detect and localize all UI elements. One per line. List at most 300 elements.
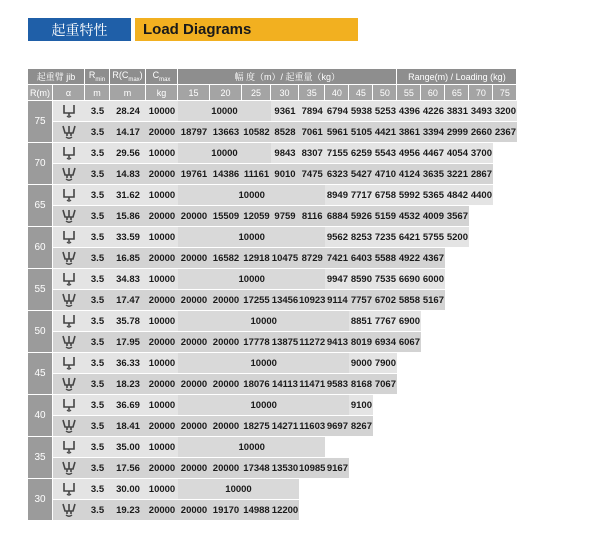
load-value-cell: 8253: [349, 227, 373, 248]
cmax-cell: 20000: [146, 290, 178, 311]
load-value-cell: 15509: [210, 206, 242, 227]
rc-cell: 18.41: [110, 416, 146, 437]
empty-cell: [421, 458, 445, 479]
rmin-cell: 3.5: [85, 248, 110, 269]
cmax-cell: 10000: [146, 101, 178, 122]
load-value-cell: 7421: [325, 248, 349, 269]
load-value-cell: 13530: [271, 458, 299, 479]
load-value-cell: 3635: [421, 164, 445, 185]
empty-cell: [493, 290, 517, 311]
cmax-header: $C_{max}$: [146, 69, 178, 85]
cmax-cell: 10000: [146, 143, 178, 164]
load-value-cell: 4922: [397, 248, 421, 269]
load-value-cell: 4400: [469, 185, 493, 206]
cmax-cell: 10000: [146, 311, 178, 332]
load-value-cell: 18275: [242, 416, 271, 437]
load-value-cell: 7061: [299, 122, 325, 143]
load-value-cell: 11272: [299, 332, 325, 353]
load-value-cell: 7900: [373, 353, 397, 374]
load-value-cell: 9361: [271, 101, 299, 122]
table-row: [28, 290, 517, 311]
range-col-header: 40: [325, 85, 349, 101]
load-value-cell: 5755: [421, 227, 445, 248]
load-value-cell: 9583: [325, 374, 349, 395]
load-value-cell: 4532: [397, 206, 421, 227]
cmax-cell: 20000: [146, 248, 178, 269]
table-row: [28, 353, 517, 374]
rmin-cell: 3.5: [85, 437, 110, 458]
rmin-cell: 3.5: [85, 311, 110, 332]
header-title-cn: 起重特性: [28, 18, 131, 41]
load-value-cell: 12918: [242, 248, 271, 269]
empty-cell: [445, 395, 469, 416]
rc-cell: 31.62: [110, 185, 146, 206]
load-value-cell: 17778: [242, 332, 271, 353]
cmax-cell: 20000: [146, 332, 178, 353]
rc-cell: 28.24: [110, 101, 146, 122]
rc-cell: 17.47: [110, 290, 146, 311]
rc-cell: 35.00: [110, 437, 146, 458]
empty-cell: [469, 290, 493, 311]
load-value-cell: 20000: [178, 290, 210, 311]
table-row: [28, 332, 517, 353]
table-row: [28, 101, 517, 122]
load-value-cell: 6794: [325, 101, 349, 122]
double-trolley-icon: [53, 164, 85, 185]
load-value-cell: 7535: [373, 269, 397, 290]
load-value-cell: 3200: [493, 101, 517, 122]
load-value-cell: 5858: [397, 290, 421, 311]
empty-cell: [445, 437, 469, 458]
rmin-cell: 3.5: [85, 227, 110, 248]
jib-length-cell: 55: [28, 269, 53, 311]
rc-cell: 15.86: [110, 206, 146, 227]
range-col-header: 30: [271, 85, 299, 101]
load-value-cell: 11161: [242, 164, 271, 185]
table-row: [28, 458, 517, 479]
load-table-body: [28, 101, 517, 521]
load-span-cell: 10000: [178, 143, 271, 164]
load-value-cell: 13456: [271, 290, 299, 311]
rc-cell: 30.00: [110, 479, 146, 500]
load-value-cell: 20000: [178, 500, 210, 521]
load-value-cell: 6259: [349, 143, 373, 164]
load-value-cell: 8019: [349, 332, 373, 353]
cmax-cell: 10000: [146, 437, 178, 458]
rmin-cell: 3.5: [85, 185, 110, 206]
single-trolley-icon: [53, 101, 85, 122]
rmin-cell: 3.5: [85, 500, 110, 521]
rc-cell: 16.85: [110, 248, 146, 269]
load-value-cell: 6934: [373, 332, 397, 353]
load-value-cell: 11471: [299, 374, 325, 395]
table-row: [28, 143, 517, 164]
double-trolley-icon: [53, 332, 85, 353]
range-header-en: Range(m) / Loading (kg): [397, 69, 517, 85]
load-value-cell: 9167: [325, 458, 349, 479]
rmin-header: $R_{min}$: [85, 69, 110, 85]
load-value-cell: 6323: [325, 164, 349, 185]
rc-cell: 19.23: [110, 500, 146, 521]
load-value-cell: 20000: [178, 416, 210, 437]
table-row: [28, 122, 517, 143]
rmin-cell: 3.5: [85, 458, 110, 479]
empty-cell: [325, 500, 349, 521]
table-row: [28, 206, 517, 227]
empty-cell: [421, 332, 445, 353]
load-value-cell: 5365: [421, 185, 445, 206]
load-value-cell: 5167: [421, 290, 445, 311]
double-trolley-icon: [53, 290, 85, 311]
empty-cell: [493, 164, 517, 185]
jib-length-cell: 35: [28, 437, 53, 479]
rc-cell: 17.56: [110, 458, 146, 479]
load-diagram-table: [28, 69, 517, 521]
table-row: [28, 248, 517, 269]
empty-cell: [445, 332, 469, 353]
range-col-header: 20: [210, 85, 242, 101]
load-value-cell: 3831: [445, 101, 469, 122]
empty-cell: [373, 395, 397, 416]
table-row: [28, 311, 517, 332]
load-value-cell: 11603: [299, 416, 325, 437]
empty-cell: [373, 458, 397, 479]
rmin-cell: 3.5: [85, 416, 110, 437]
empty-cell: [421, 437, 445, 458]
load-value-cell: 8590: [349, 269, 373, 290]
empty-cell: [493, 227, 517, 248]
load-value-cell: 14988: [242, 500, 271, 521]
empty-cell: [445, 458, 469, 479]
load-value-cell: 8851: [349, 311, 373, 332]
load-value-cell: 7767: [373, 311, 397, 332]
load-value-cell: 12200: [271, 500, 299, 521]
load-value-cell: 14271: [271, 416, 299, 437]
empty-cell: [397, 353, 421, 374]
load-span-cell: 10000: [178, 437, 325, 458]
double-trolley-icon: [53, 500, 85, 521]
load-value-cell: 13875: [271, 332, 299, 353]
empty-cell: [469, 374, 493, 395]
load-value-cell: 7067: [373, 374, 397, 395]
rc-cell: 36.69: [110, 395, 146, 416]
empty-cell: [397, 500, 421, 521]
load-value-cell: 4467: [421, 143, 445, 164]
empty-cell: [445, 374, 469, 395]
load-span-cell: 10000: [178, 311, 349, 332]
empty-cell: [299, 500, 325, 521]
empty-cell: [445, 479, 469, 500]
load-value-cell: 19170: [210, 500, 242, 521]
load-span-cell: 10000: [178, 185, 325, 206]
jib-length-cell: 75: [28, 101, 53, 143]
empty-cell: [299, 479, 325, 500]
range-col-header: 50: [373, 85, 397, 101]
load-value-cell: 4396: [397, 101, 421, 122]
cmax-cell: 20000: [146, 458, 178, 479]
empty-cell: [469, 437, 493, 458]
empty-cell: [373, 500, 397, 521]
empty-cell: [373, 479, 397, 500]
load-value-cell: 5253: [373, 101, 397, 122]
jib-length-cell: 60: [28, 227, 53, 269]
rmin-cell: 3.5: [85, 206, 110, 227]
rc-cell: 14.83: [110, 164, 146, 185]
load-value-cell: 7235: [373, 227, 397, 248]
m1-header: m: [85, 85, 110, 101]
load-value-cell: 8307: [299, 143, 325, 164]
empty-cell: [493, 311, 517, 332]
empty-cell: [493, 437, 517, 458]
load-value-cell: 14113: [271, 374, 299, 395]
load-value-cell: 5159: [373, 206, 397, 227]
empty-cell: [349, 500, 373, 521]
cmax-cell: 20000: [146, 416, 178, 437]
header-banner: [28, 18, 358, 41]
rmin-cell: 3.5: [85, 353, 110, 374]
load-value-cell: 8267: [349, 416, 373, 437]
rc-cell: 18.23: [110, 374, 146, 395]
range-col-header: 45: [349, 85, 373, 101]
empty-cell: [373, 437, 397, 458]
empty-cell: [397, 479, 421, 500]
empty-cell: [445, 269, 469, 290]
empty-cell: [469, 332, 493, 353]
empty-cell: [493, 332, 517, 353]
load-value-cell: 3567: [445, 206, 469, 227]
cmax-cell: 10000: [146, 227, 178, 248]
cmax-cell: 10000: [146, 269, 178, 290]
empty-cell: [493, 185, 517, 206]
cmax-cell: 10000: [146, 353, 178, 374]
load-value-cell: 17255: [242, 290, 271, 311]
load-value-cell: 8729: [299, 248, 325, 269]
load-span-cell: 10000: [178, 479, 299, 500]
empty-cell: [397, 395, 421, 416]
load-value-cell: 9843: [271, 143, 299, 164]
load-value-cell: 4842: [445, 185, 469, 206]
empty-cell: [469, 500, 493, 521]
load-value-cell: 5543: [373, 143, 397, 164]
load-value-cell: 3221: [445, 164, 469, 185]
range-col-header: 65: [445, 85, 469, 101]
single-trolley-icon: [53, 479, 85, 500]
single-trolley-icon: [53, 395, 85, 416]
range-col-header: 75: [493, 85, 517, 101]
jib-header: 起重臂 jib: [28, 69, 85, 85]
single-trolley-icon: [53, 185, 85, 206]
empty-cell: [493, 206, 517, 227]
rmin-cell: 3.5: [85, 479, 110, 500]
double-trolley-icon: [53, 458, 85, 479]
rc-header: $R(C_{max})$: [110, 69, 146, 85]
table-row: [28, 395, 517, 416]
range-col-header: 35: [299, 85, 325, 101]
empty-cell: [493, 353, 517, 374]
load-value-cell: 18076: [242, 374, 271, 395]
load-value-cell: 5926: [349, 206, 373, 227]
load-value-cell: 20000: [178, 248, 210, 269]
load-value-cell: 5105: [349, 122, 373, 143]
range-col-header: 60: [421, 85, 445, 101]
load-value-cell: 20000: [210, 290, 242, 311]
empty-cell: [397, 374, 421, 395]
jib-length-cell: 45: [28, 353, 53, 395]
empty-cell: [469, 458, 493, 479]
table-row: [28, 185, 517, 206]
load-value-cell: 10985: [299, 458, 325, 479]
load-span-cell: 10000: [178, 101, 271, 122]
load-value-cell: 5588: [373, 248, 397, 269]
empty-cell: [445, 416, 469, 437]
load-value-cell: 7717: [349, 185, 373, 206]
load-value-cell: 4710: [373, 164, 397, 185]
load-value-cell: 8168: [349, 374, 373, 395]
table-row: [28, 164, 517, 185]
load-value-cell: 6900: [397, 311, 421, 332]
range-header-cn: 幅 度（m）/ 起重量（kg）: [178, 69, 397, 85]
single-trolley-icon: [53, 269, 85, 290]
empty-cell: [349, 479, 373, 500]
load-value-cell: 8949: [325, 185, 349, 206]
single-trolley-icon: [53, 143, 85, 164]
load-value-cell: 7155: [325, 143, 349, 164]
empty-cell: [349, 437, 373, 458]
rc-cell: 35.78: [110, 311, 146, 332]
empty-cell: [421, 479, 445, 500]
empty-cell: [493, 458, 517, 479]
rc-cell: 34.83: [110, 269, 146, 290]
table-row: [28, 500, 517, 521]
load-value-cell: 20000: [210, 332, 242, 353]
load-value-cell: 6702: [373, 290, 397, 311]
load-value-cell: 10582: [242, 122, 271, 143]
load-value-cell: 5938: [349, 101, 373, 122]
load-value-cell: 9759: [271, 206, 299, 227]
load-value-cell: 3493: [469, 101, 493, 122]
empty-cell: [421, 374, 445, 395]
rc-cell: 29.56: [110, 143, 146, 164]
empty-cell: [469, 206, 493, 227]
double-trolley-icon: [53, 206, 85, 227]
load-value-cell: 6758: [373, 185, 397, 206]
load-value-cell: 4421: [373, 122, 397, 143]
jib-length-cell: 65: [28, 185, 53, 227]
table-row: [28, 227, 517, 248]
load-value-cell: 9413: [325, 332, 349, 353]
empty-cell: [445, 500, 469, 521]
empty-cell: [421, 353, 445, 374]
table-row: [28, 437, 517, 458]
load-value-cell: 4124: [397, 164, 421, 185]
table-row: [28, 269, 517, 290]
load-value-cell: 8116: [299, 206, 325, 227]
empty-cell: [325, 437, 349, 458]
load-span-cell: 10000: [178, 395, 349, 416]
empty-cell: [421, 395, 445, 416]
empty-cell: [397, 458, 421, 479]
r-header: R(m): [28, 85, 53, 101]
load-value-cell: 6690: [397, 269, 421, 290]
load-value-cell: 9010: [271, 164, 299, 185]
rc-cell: 36.33: [110, 353, 146, 374]
rmin-cell: 3.5: [85, 269, 110, 290]
empty-cell: [445, 353, 469, 374]
m2-header: m: [110, 85, 146, 101]
load-value-cell: 19761: [178, 164, 210, 185]
load-value-cell: 20000: [178, 374, 210, 395]
double-trolley-icon: [53, 416, 85, 437]
empty-cell: [493, 416, 517, 437]
load-value-cell: 5427: [349, 164, 373, 185]
load-value-cell: 20000: [178, 332, 210, 353]
empty-cell: [421, 311, 445, 332]
empty-cell: [493, 479, 517, 500]
load-value-cell: 5961: [325, 122, 349, 143]
single-trolley-icon: [53, 311, 85, 332]
cmax-cell: 20000: [146, 206, 178, 227]
cmax-cell: 10000: [146, 185, 178, 206]
table-row: [28, 416, 517, 437]
cmax-cell: 10000: [146, 479, 178, 500]
empty-cell: [469, 416, 493, 437]
range-col-header: 70: [469, 85, 493, 101]
table-row: [28, 479, 517, 500]
load-value-cell: 4009: [421, 206, 445, 227]
load-value-cell: 2999: [445, 122, 469, 143]
load-value-cell: 2867: [469, 164, 493, 185]
load-span-cell: 10000: [178, 227, 325, 248]
load-value-cell: 20000: [210, 416, 242, 437]
empty-cell: [469, 479, 493, 500]
load-value-cell: 9114: [325, 290, 349, 311]
empty-cell: [469, 248, 493, 269]
load-span-cell: 10000: [178, 269, 325, 290]
header-row-1: [28, 69, 517, 85]
single-trolley-icon: [53, 227, 85, 248]
single-trolley-icon: [53, 353, 85, 374]
empty-cell: [421, 416, 445, 437]
rc-cell: 14.17: [110, 122, 146, 143]
empty-cell: [373, 416, 397, 437]
empty-cell: [493, 269, 517, 290]
load-value-cell: 9947: [325, 269, 349, 290]
load-value-cell: 18797: [178, 122, 210, 143]
empty-cell: [445, 311, 469, 332]
load-span-cell: 10000: [178, 353, 349, 374]
empty-cell: [493, 395, 517, 416]
double-trolley-icon: [53, 122, 85, 143]
rc-cell: 17.95: [110, 332, 146, 353]
load-value-cell: 4956: [397, 143, 421, 164]
range-col-header: 15: [178, 85, 210, 101]
empty-cell: [469, 353, 493, 374]
load-value-cell: 4054: [445, 143, 469, 164]
load-value-cell: 6403: [349, 248, 373, 269]
load-value-cell: 9562: [325, 227, 349, 248]
load-value-cell: 5200: [445, 227, 469, 248]
load-value-cell: 10475: [271, 248, 299, 269]
load-value-cell: 16582: [210, 248, 242, 269]
load-value-cell: 3861: [397, 122, 421, 143]
load-value-cell: 2660: [469, 122, 493, 143]
load-value-cell: 20000: [178, 206, 210, 227]
load-value-cell: 6884: [325, 206, 349, 227]
cmax-cell: 20000: [146, 164, 178, 185]
empty-cell: [469, 227, 493, 248]
load-value-cell: 4226: [421, 101, 445, 122]
load-value-cell: 8528: [271, 122, 299, 143]
